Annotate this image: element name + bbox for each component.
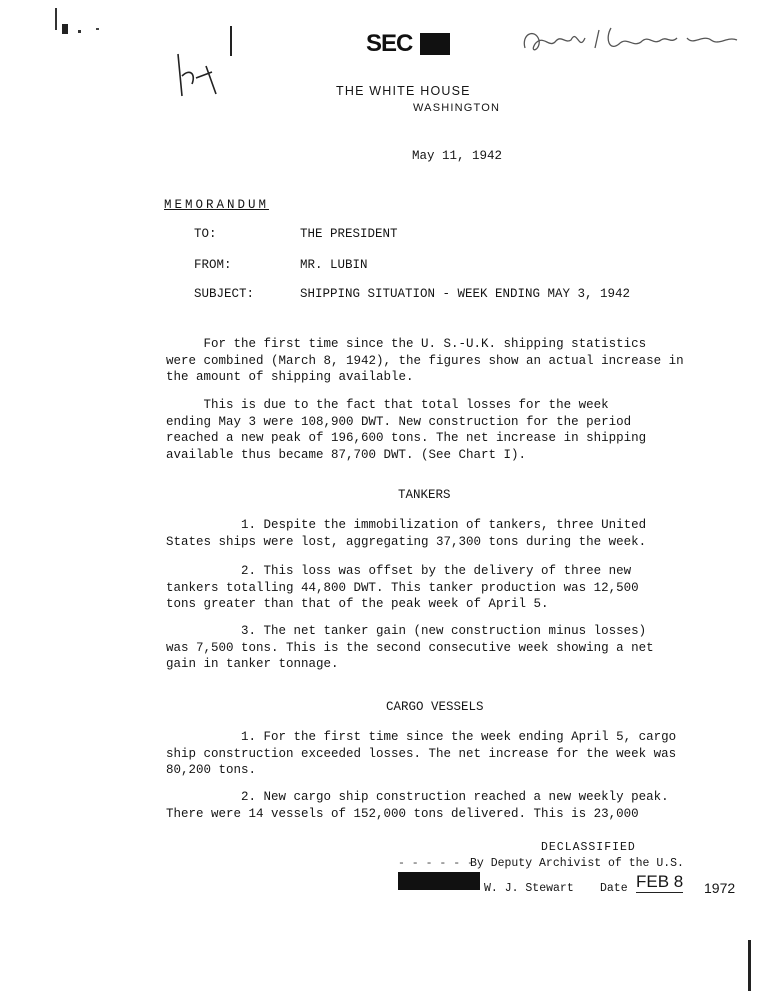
paragraph-line: 1. For the first time since the week ending April 5, cargo — [166, 730, 677, 744]
paragraph-line: gain in tanker tonnage. — [166, 657, 339, 671]
memo-date: May 11, 1942 — [412, 149, 503, 163]
paragraph-line: States ships were lost, aggregating 37,300 tons during the week. — [166, 534, 647, 549]
from-label: FROM: — [194, 258, 232, 272]
paragraph-line: 80,200 tons. — [166, 763, 257, 777]
tankers-item-2 — [166, 563, 696, 613]
paragraph-line: available thus became 87,700 DWT. (See Chart I). — [166, 447, 527, 462]
tankers-item-1 — [166, 517, 696, 550]
paragraph-line: tons greater than that of the peak week of April 5. — [166, 597, 549, 611]
letterhead-title: THE WHITE HOUSE — [336, 84, 471, 98]
paragraph-line: ship construction exceeded losses. The net increase for the week was — [166, 746, 677, 761]
handwritten-signature-mark — [515, 8, 755, 68]
subject-value: SHIPPING SITUATION - WEEK ENDING MAY 3, 1942 — [300, 287, 631, 301]
subject-label: SUBJECT: — [194, 287, 255, 301]
tankers-item-3 — [166, 623, 696, 673]
declassified-date-value: FEB 8 — [636, 872, 684, 891]
paragraph-line: ending May 3 were 108,900 DWT. New construction for the period — [166, 414, 632, 429]
intro-paragraph-2 — [166, 397, 696, 463]
cargo-item-2 — [166, 789, 696, 822]
intro-paragraph-1 — [166, 336, 696, 386]
classification-stamp: SEC — [366, 30, 413, 57]
paragraph-line: tankers totalling 44,800 DWT. This tanker production was 12,500 — [166, 580, 639, 595]
handwritten-initials-mark — [172, 48, 232, 108]
declassified-heading: DECLASSIFIED — [541, 841, 636, 854]
paragraph-line: 2. New cargo ship construction reached a new weekly peak. — [166, 790, 669, 804]
redaction-bar-top — [420, 33, 450, 55]
declassified-year-value: 1972 — [704, 880, 736, 896]
paragraph-line: reached a new peak of 196,600 tons. The net increase in shipping — [166, 431, 647, 445]
cargo-item-1 — [166, 729, 696, 779]
paragraph-line: 1. Despite the immobilization of tankers, three United — [166, 518, 647, 532]
from-value: MR. LUBIN — [300, 258, 368, 272]
letterhead-city: WASHINGTON — [413, 102, 501, 114]
paragraph-line: There were 14 vessels of 152,000 tons delivered. This is 23,000 — [166, 806, 639, 821]
memo-heading: MEMORANDUM — [164, 198, 270, 212]
paragraph-line: This is due to the fact that total losses for the week — [166, 398, 609, 412]
section-heading-tankers: TANKERS — [398, 488, 451, 502]
to-value: THE PRESIDENT — [300, 227, 398, 241]
paragraph-line: was 7,500 tons. This is the second consecutive week showing a net — [166, 640, 654, 655]
stamp-dashes: - - - - - - — [398, 857, 474, 870]
declassified-date-label: Date — [600, 882, 628, 895]
redaction-bar-bottom — [398, 872, 480, 890]
paragraph-line: 2. This loss was offset by the delivery of three new — [166, 564, 632, 578]
declassified-officer: W. J. Stewart — [484, 882, 574, 895]
declassified-authority: By Deputy Archivist of the U.S. — [470, 857, 684, 870]
paragraph-line: were combined (March 8, 1942), the figures show an actual increase in — [166, 353, 684, 368]
paragraph-line: the amount of shipping available. — [166, 370, 414, 384]
scan-edge-mark — [748, 940, 751, 991]
paragraph-line: For the first time since the U. S.-U.K. shipping statistics — [166, 337, 647, 351]
section-heading-cargo-vessels: CARGO VESSELS — [386, 700, 484, 714]
paragraph-line: 3. The net tanker gain (new construction minus losses) — [166, 624, 647, 638]
to-label: TO: — [194, 227, 217, 241]
